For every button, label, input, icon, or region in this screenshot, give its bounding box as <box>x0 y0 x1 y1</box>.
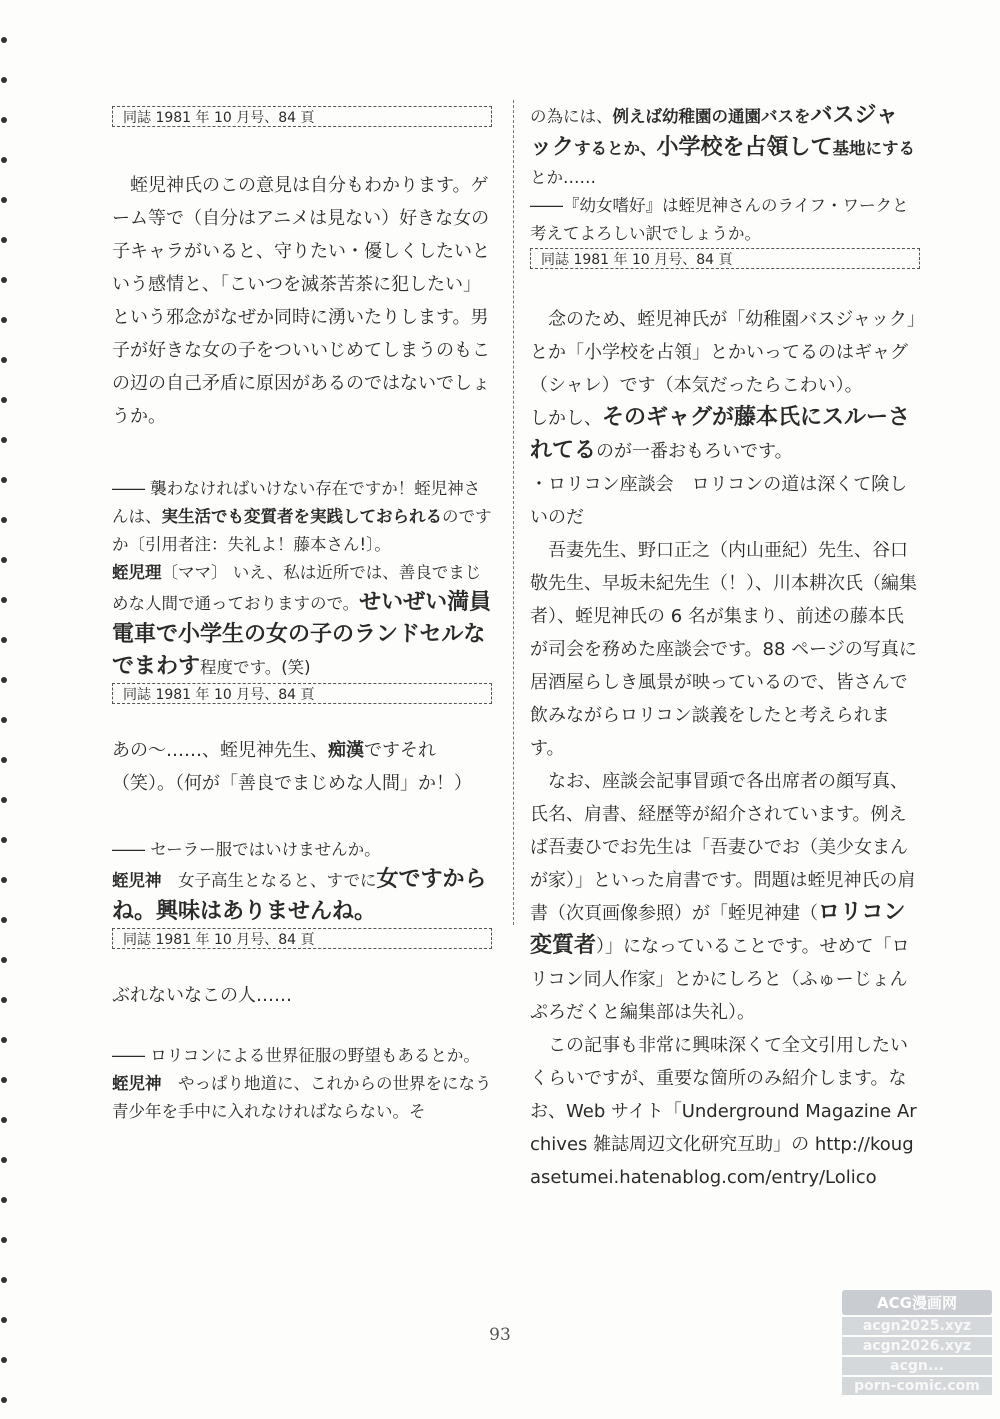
source-citation: 同誌 1981 年 10 月号、84 頁 <box>112 928 492 949</box>
right-column <box>530 100 920 1194</box>
commentary-paragraph: 蛭児神氏のこの意見は自分もわかります。ゲーム等で（自分はアニメは見ない）好きな女の子キャラがいると、守りたい・優しくしたいという感情と、「こいつを滅茶苦茶に犯したい」という邪念がなぜか同時に湧いたりします。男子が好きな女の子をついいじめてしまうのもこの辺の自己矛盾に原因があるのではないでしょうか。 <box>112 175 490 427</box>
commentary-big-emphasis: ロリコン変質者 <box>530 900 906 958</box>
quote-text: 〔ママ〕 いえ、私は近所では、善良でまじめな人間で通っておりますので。 <box>112 563 482 613</box>
quote-emphasis: 例えば幼稚園の通園バスを <box>612 107 811 126</box>
interview-question: ―― セーラー服ではいけませんか。 <box>112 840 381 859</box>
quote-text: の為には、 <box>530 107 613 126</box>
page-number: 93 <box>489 1325 511 1345</box>
section-heading: ・ロリコン座談会 ロリコンの道は深くて険しいのだ <box>530 474 908 528</box>
interview-question: ――『幼女嗜好』は蛭児神さんのライフ・ワークと考えてよろしい訳でしょうか。 <box>530 196 909 243</box>
interview-answer-continued <box>530 100 920 192</box>
watermark-line: acgn2026.xyz <box>842 1337 992 1355</box>
quote-text: 程度です。(笑) <box>200 658 311 677</box>
quote-text: やっぱり地道に、これからの世界をになう青少年を手中に入れなければならない。そ <box>112 1074 492 1121</box>
interview-question <box>112 475 492 559</box>
source-citation: 同誌 1981 年 10 月号、84 頁 <box>530 248 920 269</box>
quote-big-emphasis: バスジャック <box>530 103 899 160</box>
quote-text: のですか〔引用者注：失礼よ！藤本さん!〕。 <box>112 507 492 554</box>
quote-big-emphasis: 小学校を占領して <box>656 135 833 160</box>
quote-big-emphasis: 女ですからね。興味はありませんね。 <box>112 867 487 924</box>
interview-answer <box>112 864 492 928</box>
binding-holes <box>0 0 14 1419</box>
speaker-name: 蛭児神 <box>112 871 162 890</box>
watermark-logo: ACG漫画网 <box>842 1290 992 1315</box>
commentary-text: あの～……、蛭児神先生、 <box>112 740 328 761</box>
commentary-text: のが一番おもろいです。 <box>596 441 793 462</box>
commentary-paragraph <box>530 765 920 1029</box>
interview-question: ―― ロリコンによる世界征服の野望もあるとか。 <box>112 1046 480 1065</box>
column-divider <box>513 100 514 925</box>
source-citation: 同誌 1981 年 10 月号、84 頁 <box>112 106 492 127</box>
commentary-emphasis: 痴漢 <box>328 740 364 761</box>
commentary-text: ですそれ（笑）。（何が「善良でまじめな人間」か！） <box>112 740 472 794</box>
quote-emphasis: するとか、 <box>574 139 657 158</box>
commentary-paragraph: ぶれないなこの人…… <box>112 985 292 1006</box>
commentary-big-emphasis: そのギャグが藤本氏にスルーされてる <box>530 405 911 463</box>
quote-text: とか…… <box>530 168 596 187</box>
quote-emphasis: 実生活でも変質者を実践しておられる <box>161 507 442 526</box>
commentary-paragraph: 吾妻先生、野口正之（内山亜紀）先生、谷口敬先生、早坂未紀先生（！）、川本耕次氏（編集者）、蛭児神氏の 6 名が集まり、前述の藤本氏が司会を務めた座談会です。88 ページの写真に居酒屋らしき風景が映っているので、皆さんで飲みながらロリコン談義をしたと考えられます。 <box>530 540 917 759</box>
source-citation: 同誌 1981 年 10 月号、84 頁 <box>112 683 492 704</box>
quote-text: 女子高生となると、すでに <box>178 871 377 890</box>
left-column <box>112 100 492 1126</box>
commentary-paragraph <box>112 734 492 800</box>
watermark <box>842 1290 992 1395</box>
watermark-line: acgn2025.xyz <box>842 1317 992 1335</box>
quote-text: ―― 襲わなければいけない存在ですか！蛭児神さんは、 <box>112 479 481 526</box>
commentary-text: なお、座談会記事冒頭で各出席者の顔写真、氏名、肩書、経歴等が紹介されています。例えば吾妻ひでお先生は「吾妻ひでお（美少女まんが家）」といった肩書です。問題は蛭児神氏の肩書（次頁画像参照）が「蛭児神建（ <box>530 771 916 924</box>
commentary-text: しかし、 <box>530 408 602 429</box>
quote-emphasis: 基地にする <box>832 139 916 158</box>
commentary-paragraph: この記事も非常に興味深くて全文引用したいくらいですが、重要な箇所のみ紹介します。なお、Web サイト「Underground Magazine Archives 雑誌周辺文化研究互助」の http://kougasetumei.hatenablog.com/entry/Lolico <box>530 1035 917 1188</box>
commentary-text: ）」になっていることです。せめて「ロリコン同人作家」とかにしろと（ふゅーじょんぷろだくと編集部は失礼）。 <box>530 936 910 1023</box>
commentary-paragraph: 念のため、蛭児神氏が「幼稚園バスジャック」とか「小学校を占領」とかいってるのはギャグ（シャレ）です（本気だったらこわい）。 <box>530 309 916 396</box>
speaker-name: 蛭児神 <box>112 1074 162 1093</box>
watermark-line: acgn... <box>842 1357 992 1375</box>
speaker-name: 蛭児理 <box>112 563 162 582</box>
watermark-line: porn-comic.com <box>842 1377 992 1395</box>
commentary-paragraph <box>530 402 920 468</box>
interview-answer <box>112 1070 492 1126</box>
quote-big-emphasis: せいぜい満員電車で小学生の女の子のランドセルなでまわす <box>112 590 492 679</box>
interview-answer <box>112 559 492 683</box>
